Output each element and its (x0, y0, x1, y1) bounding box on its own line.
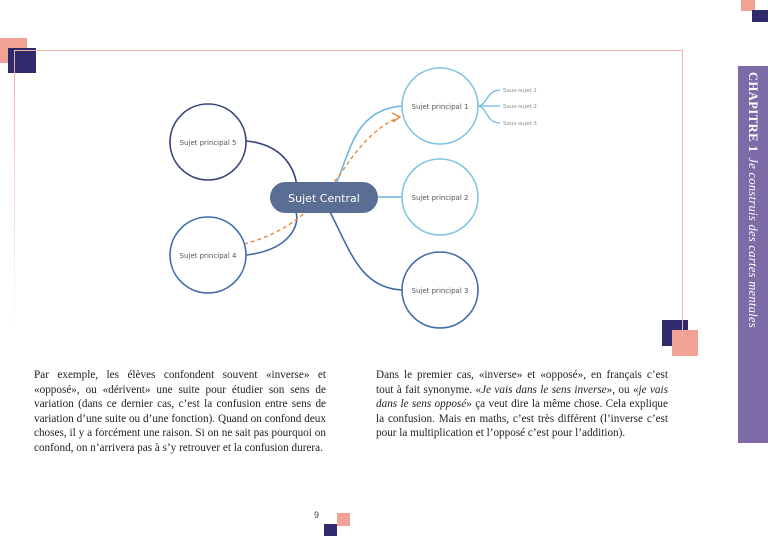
body-text-right (376, 368, 668, 441)
dashed-arrow (244, 118, 398, 244)
label-principal-4: Sujet principal 4 (179, 252, 237, 260)
label-sous-3: Sous-sujet 3 (503, 121, 537, 127)
branch-to-sous-3 (477, 106, 500, 123)
branch-to-principal-3 (330, 212, 402, 290)
label-principal-3: Sujet principal 3 (411, 287, 469, 295)
label-sous-2: Sous-sujet 2 (503, 104, 537, 110)
label-principal-1: Sujet principal 1 (411, 103, 469, 111)
branch-to-principal-4 (246, 212, 297, 255)
quote-sens-oppose: je vais dans le sens opposé (376, 383, 668, 411)
branch-to-sous-1 (477, 90, 500, 106)
page-number: 9 (314, 510, 320, 520)
chapter-sidebar-text (738, 66, 768, 443)
chapter-label: CHAPITRE 1 (746, 72, 761, 153)
quote-sens-inverse: Je vais dans le sens inverse (481, 383, 607, 396)
body-text-left: Par exemple, les élèves confondent souvent «inverse» et «opposé», ou «dérivent» une suite pour étudier son sens de variation (dans ce dernier cas, c’est la confusion entre sens de variation d’une suite ou d’une fonction). Quand on confond deux choses, il y a forcément une raison. Si on ne sait pas pourquoi on confond, on n’arrivera pas à s’y retrouver et la confusion durera. (34, 369, 326, 454)
label-principal-5: Sujet principal 5 (179, 139, 237, 147)
label-principal-2: Sujet principal 2 (411, 194, 469, 202)
body-text-right-part-b: », ou « (606, 383, 639, 396)
body-text-right-part-c: » ça veut dire la même chose. Cela explique la confusion. Mais en maths, c’est très différent (l’inverse c’est pour la multiplication et l’opposé c’est pour l’addition). (376, 398, 668, 440)
body-text-right-part-a: Dans le premier cas, «inverse» et «opposé», en français c’est tout à fait synonyme. « (376, 369, 668, 396)
label-sous-1: Sous-sujet 1 (503, 88, 537, 94)
label-central: Sujet Central (288, 192, 360, 205)
chapter-title: Je construis des cartes mentales (746, 157, 761, 329)
